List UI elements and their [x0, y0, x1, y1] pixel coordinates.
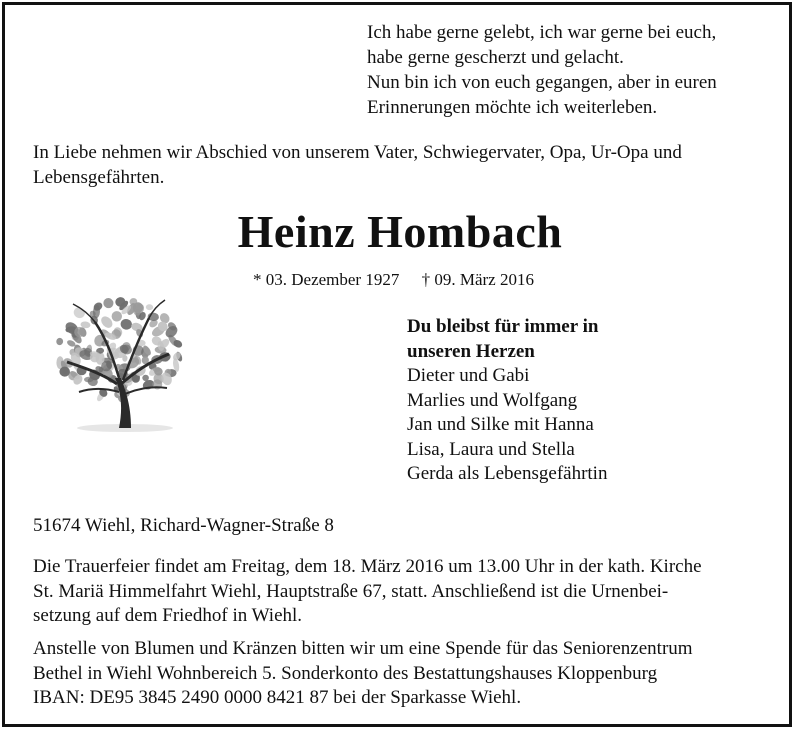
donation-line: Anstelle von Blumen und Kränzen bitten wir um eine Spende für das Seniorenzentrum: [33, 638, 693, 659]
tree-leaf: [110, 310, 123, 323]
birth-date: * 03. Dezember 1927: [253, 270, 400, 289]
ceremony-info: [33, 555, 702, 629]
mourners: [407, 315, 607, 487]
tree-leaf: [55, 337, 63, 346]
tree-leaf: [146, 304, 154, 310]
poem-line: Nun bin ich von euch gegangen, aber in euren: [367, 72, 717, 93]
ceremony-line: Die Trauerfeier findet am Freitag, dem 18. März 2016 um 13.00 Uhr in der kath. Kirche: [33, 556, 702, 577]
mourner-name: Jan und Silke mit Hanna: [407, 414, 594, 435]
tree-leaf: [101, 296, 115, 310]
mourners-heading: unseren Herzen: [407, 340, 535, 362]
address: 51674 Wiehl, Richard-Wagner-Straße 8: [33, 515, 334, 536]
mourner-name: Lisa, Laura und Stella: [407, 438, 575, 460]
poem-line: Ich habe gerne gelebt, ich war gerne bei euch,: [367, 22, 717, 43]
poem-line: habe gerne gescherzt und gelacht.: [367, 47, 624, 68]
intro-text: [33, 140, 763, 190]
tree-leaf: [119, 318, 133, 331]
intro-line: In Liebe nehmen wir Abschied von unserem Vater, Schwiegervater, Opa, Ur-Opa und: [33, 142, 682, 163]
death-date: † 09. März 2016: [421, 270, 534, 289]
life-dates: [253, 270, 534, 290]
poem-line: Erinnerungen möchte ich weiterleben.: [367, 97, 658, 118]
mourners-heading: Du bleibst für immer in: [407, 316, 599, 337]
mourner-name: Dieter und Gabi: [407, 365, 530, 386]
intro-line: Lebensgefährten.: [33, 167, 165, 188]
ceremony-line: St. Mariä Himmelfahrt Wiehl, Hauptstraße 67, statt. Anschließend ist die Urnenbei-: [33, 580, 669, 602]
ceremony-line: setzung auf dem Friedhof in Wiehl.: [33, 605, 303, 626]
donation-info: [33, 637, 693, 711]
donation-line: Bethel in Wiehl Wohnbereich 5. Sonderkonto des Bestattungshauses Kloppenburg: [33, 662, 658, 684]
poem: [367, 20, 717, 120]
donation-line: IBAN: DE95 3845 2490 0000 8421 87 bei der Sparkasse Wiehl.: [33, 687, 522, 708]
mourner-name: Gerda als Lebensgefährtin: [407, 463, 608, 484]
deceased-name: Heinz Hombach: [237, 206, 563, 257]
mourner-name: Marlies und Wolfgang: [407, 389, 578, 411]
tree-icon: [45, 288, 190, 436]
